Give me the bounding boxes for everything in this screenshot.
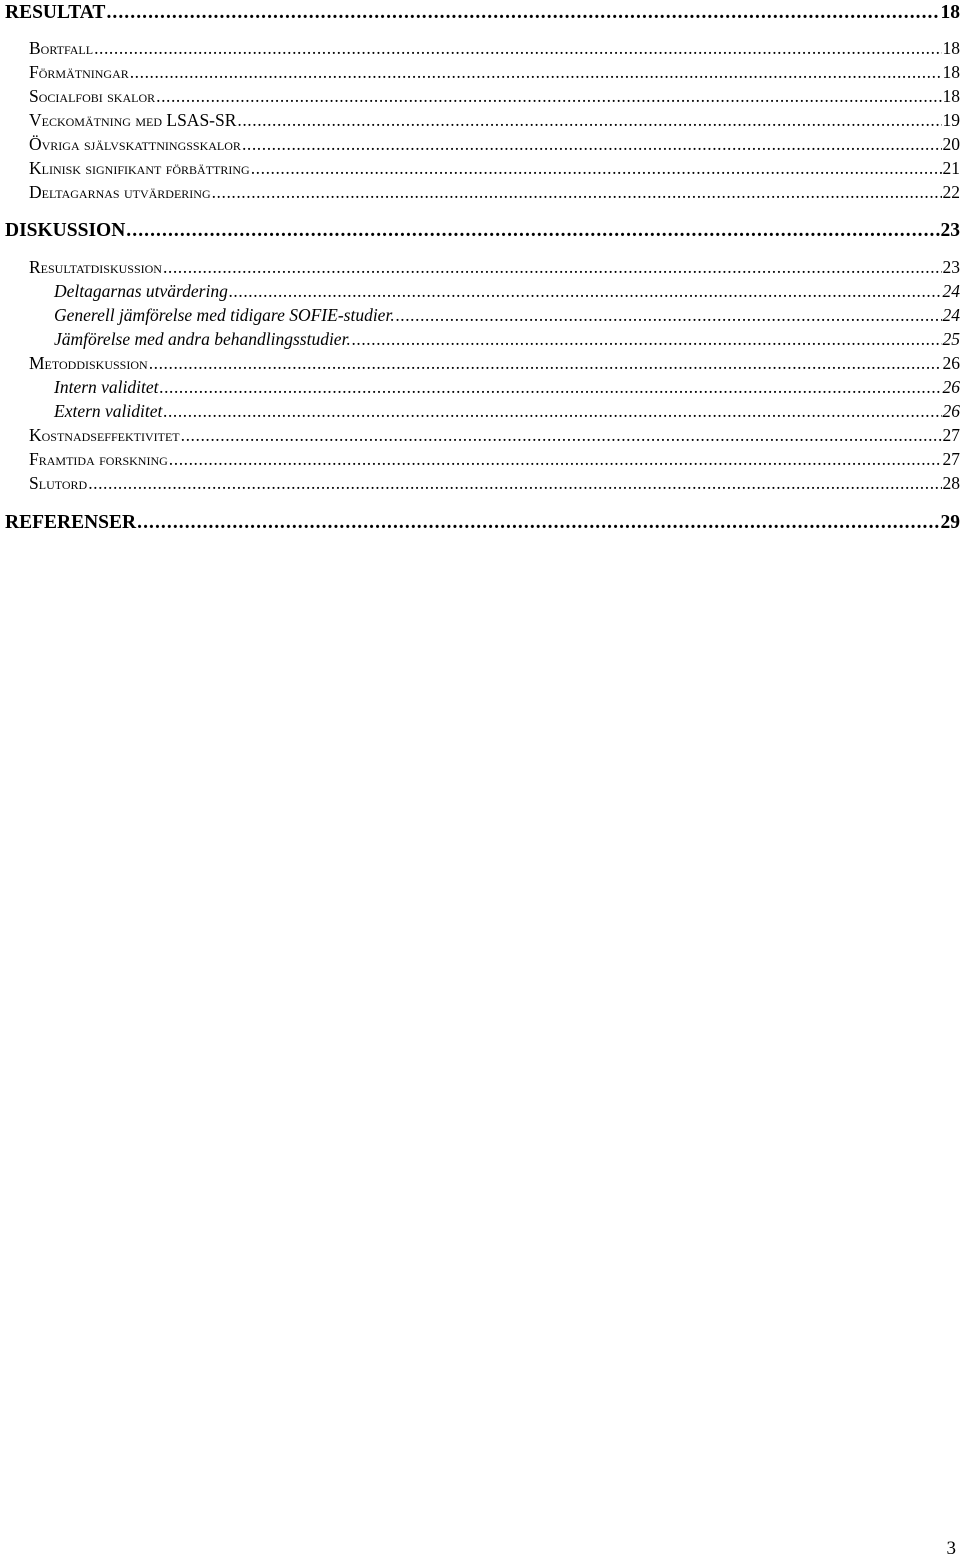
toc-entry-page: 18 [942,38,960,58]
toc-entry-page: 26 [942,377,960,397]
toc-dot-leader [130,60,942,84]
toc-entry-title: Slutord [29,473,88,493]
toc-dot-leader [181,423,942,447]
toc-entry-title: Övriga självskattningsskalor [29,134,241,154]
toc-entry[interactable] [5,84,960,108]
toc-entry-title: Kostnadseffektivitet [29,425,180,445]
toc-entry-page: 26 [942,401,960,421]
toc-entry-title: Klinisk signifikant förbättring [29,158,250,178]
toc-entry[interactable] [5,447,960,471]
toc-entry-page: 20 [942,134,960,154]
toc-entry[interactable] [5,510,960,536]
toc-entry-title: Deltagarnas utvärdering [29,182,211,202]
toc-entry-title: Förmätningar [29,62,129,82]
toc-entry[interactable] [5,255,960,279]
toc-dot-leader [156,84,941,108]
toc-dot-leader [163,255,942,279]
toc-entry[interactable] [5,327,960,351]
toc-dot-leader [106,0,939,26]
toc-dot-leader [126,218,939,244]
toc-dot-leader [149,351,942,375]
toc-entry[interactable] [5,303,960,327]
toc-entry-page: 24 [942,305,960,325]
toc-entry-page: 25 [942,329,960,349]
toc-entry-title: Resultatdiskussion [29,257,162,277]
toc-entry[interactable] [5,351,960,375]
toc-entry[interactable] [5,279,960,303]
toc-entry-page: 29 [940,512,960,533]
toc-entry-page: 28 [942,473,960,493]
toc-entry[interactable] [5,423,960,447]
toc-entry[interactable] [5,471,960,495]
toc-dot-leader [88,471,941,495]
toc-entry-title: Generell jämförelse med tidigare SOFIE-studier. [54,305,395,325]
toc-entry-page: 22 [942,182,960,202]
toc-dot-leader [251,156,942,180]
toc-dot-leader [212,180,942,204]
toc-entry-page: 19 [942,110,960,130]
toc-dot-leader [237,108,941,132]
toc-entry-title: RESULTAT [5,2,106,23]
toc-entry-title: REFERENSER [5,512,137,533]
toc-entry-title: Deltagarnas utvärdering [54,281,228,301]
toc-entry[interactable] [5,36,960,60]
toc-entry[interactable] [5,60,960,84]
toc-dot-leader [242,132,942,156]
toc-entry[interactable] [5,108,960,132]
page-number: 3 [946,1538,956,1559]
toc-entry[interactable] [5,218,960,244]
toc-dot-leader [229,279,942,303]
toc-dot-leader [169,447,942,471]
toc-entry-title: Metoddiskussion [29,353,148,373]
toc-entry-title: Intern validitet [54,377,159,397]
toc-entry-page: 24 [942,281,960,301]
toc-entry-title: Framtida forskning [29,449,168,469]
toc-entry-page: 18 [940,2,960,23]
toc-entry[interactable] [5,156,960,180]
toc-dot-leader [396,303,942,327]
toc-dot-leader [137,510,939,536]
toc-entry-page: 23 [940,220,960,241]
toc-entry-title: Jämförelse med andra behandlingsstudier. [54,329,351,349]
toc-entry-page: 21 [942,158,960,178]
toc-entry-page: 23 [942,257,960,277]
toc-dot-leader [94,36,941,60]
toc-entry-title: Veckomätning med LSAS-SR [29,110,237,130]
toc-dot-leader [352,327,942,351]
toc-entry[interactable] [5,132,960,156]
toc-entry[interactable] [5,180,960,204]
toc-entry[interactable] [5,0,960,26]
toc-entry-title: DISKUSSION [5,220,126,241]
toc-entry[interactable] [5,375,960,399]
toc-entry-page: 26 [942,353,960,373]
toc-entry[interactable] [5,399,960,423]
toc-entry-title: Bortfall [29,38,94,58]
toc-entry-title: Extern validitet [54,401,163,421]
toc-dot-leader [160,375,942,399]
toc-entry-page: 18 [942,62,960,82]
toc-entry-page: 27 [942,449,960,469]
toc-entry-page: 18 [942,86,960,106]
toc-entry-page: 27 [942,425,960,445]
toc-entry-title: Socialfobi skalor [29,86,156,106]
toc-dot-leader [163,399,941,423]
